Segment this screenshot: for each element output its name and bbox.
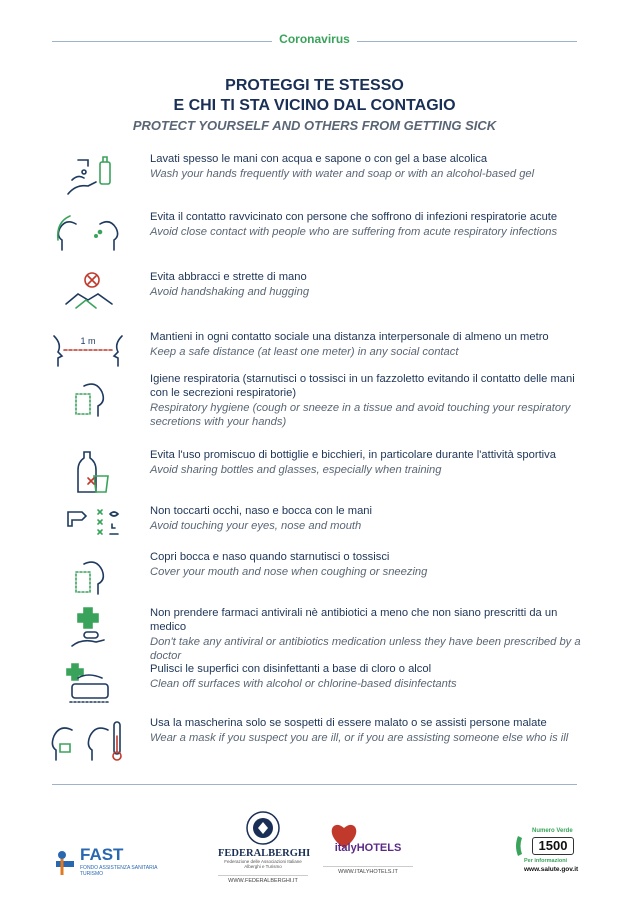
- cover-mouth-icon: [48, 550, 128, 598]
- disinfect-icon: [48, 662, 128, 710]
- title-block: [0, 76, 629, 133]
- advice-text-it: Copri bocca e naso quando starnutisci o tossisci: [150, 551, 390, 563]
- federalberghi-name: FEDERALBERGHI: [218, 848, 311, 859]
- advice-text-en: Keep a safe distance (at least one meter) in any social contact: [150, 346, 459, 358]
- fast-name: FAST: [80, 845, 124, 864]
- header-divider-right: [357, 41, 577, 42]
- advice-text-en: Avoid touching your eyes, nose and mouth: [150, 520, 362, 532]
- advice-text-en: Cover your mouth and nose when coughing or sneezing: [150, 566, 428, 578]
- advice-text-it: Mantieni in ogni contatto sociale una distanza interpersonale di almeno un metro: [150, 331, 549, 343]
- numero-verde-label: Numero Verde: [532, 828, 573, 834]
- fast-logo: [54, 845, 174, 885]
- advice-text-it: Evita abbracci e strette di mano: [150, 271, 307, 283]
- advice-text-it: Evita l'uso promiscuo di bottiglie e bicchieri, in particolare durante l'attività sportiva: [150, 449, 556, 461]
- advice-text-it: Usa la mascherina solo se sospetti di essere malato o se assisti persone malate: [150, 717, 547, 729]
- fast-subtitle: FONDO ASSISTENZA SANITARIA TURISMO: [80, 865, 158, 877]
- numero-verde-logo: [514, 828, 580, 882]
- italyhotels-name: italyHOTELS: [334, 842, 402, 854]
- advice-text-it: Non toccarti occhi, naso e bocca con le mani: [150, 505, 373, 517]
- advice-text-en: Avoid close contact with people who are suffering from acute respiratory infections: [150, 226, 558, 238]
- sick-contact-icon: [48, 210, 128, 258]
- federalberghi-logo: [218, 810, 311, 884]
- advice-text-en: Wear a mask if you suspect you are ill, or if you are assisting someone else who is ill: [150, 732, 569, 744]
- advice-text-it: Igiene respiratoria (starnutisci o tossisci in un fazzoletto evitando il contatto delle mani con le secrezioni respiratorie): [150, 373, 575, 399]
- hand-washing-icon: [48, 152, 128, 200]
- title-english: PROTECT YOURSELF AND OTHERS FROM GETTING SICK: [132, 118, 497, 133]
- distance-icon: [48, 330, 128, 378]
- title-line-1: PROTEGGI TE STESSO: [225, 77, 404, 94]
- mask-icon: [48, 716, 128, 764]
- advice-text-it: Pulisci le superfici con disinfettanti a base di cloro o alcol: [150, 663, 432, 675]
- fast-emblem-icon: [54, 849, 78, 877]
- top-header: [52, 30, 577, 52]
- advice-text-en: Clean off surfaces with alcohol or chlorine-based disinfectants: [150, 678, 457, 690]
- salute-url[interactable]: www.salute.gov.it: [524, 866, 579, 873]
- bottle-glass-icon: [48, 448, 128, 496]
- advice-text-it: Lavati spesso le mani con acqua e sapone o con gel a base alcolica: [150, 153, 488, 165]
- no-touch-face-icon: [48, 504, 128, 552]
- advice-text-en: Avoid sharing bottles and glasses, especially when training: [150, 464, 442, 476]
- advice-text-it: Non prendere farmaci antivirali nè antibiotici a meno che non siano prescritti da un medico: [150, 607, 558, 633]
- federalberghi-seal-icon: [245, 810, 281, 846]
- numero-verde-number: 1500: [532, 837, 574, 855]
- header-label: Coronavirus: [279, 32, 350, 46]
- numero-verde-info: Per informazioni: [524, 858, 568, 864]
- no-handshake-icon: [48, 270, 128, 318]
- italyhotels-url[interactable]: WWW.ITALYHOTELS.IT: [323, 866, 413, 875]
- footer-divider: [52, 784, 577, 785]
- advice-text-en: Respiratory hygiene (cough or sneeze in a tissue and avoid touching your respiratory secretions with your hands): [150, 402, 571, 428]
- advice-text-en: Don't take any antiviral or antibiotics medication unless they have been prescribed by a doctor: [150, 636, 581, 662]
- advice-text-en: Avoid handshaking and hugging: [150, 286, 310, 298]
- title-line-2: E CHI TI STA VICINO DAL CONTAGIO: [173, 97, 456, 114]
- advice-text-en: Wash your hands frequently with water and soap or with an alcohol-based gel: [150, 168, 535, 180]
- respiratory-hygiene-icon: [48, 372, 128, 420]
- federalberghi-url[interactable]: WWW.FEDERALBERGHI.IT: [218, 875, 308, 884]
- italyhotels-logo: [323, 822, 413, 882]
- distance-label: 1 m: [80, 336, 96, 346]
- phone-icon: [514, 834, 528, 858]
- medicine-icon: [48, 606, 128, 654]
- federalberghi-subtitle: Federazione delle Associazioni Italiane Alberghi e Turismo: [224, 859, 302, 869]
- advice-text-it: Evita il contatto ravvicinato con persone che soffrono di infezioni respiratorie acute: [150, 211, 558, 223]
